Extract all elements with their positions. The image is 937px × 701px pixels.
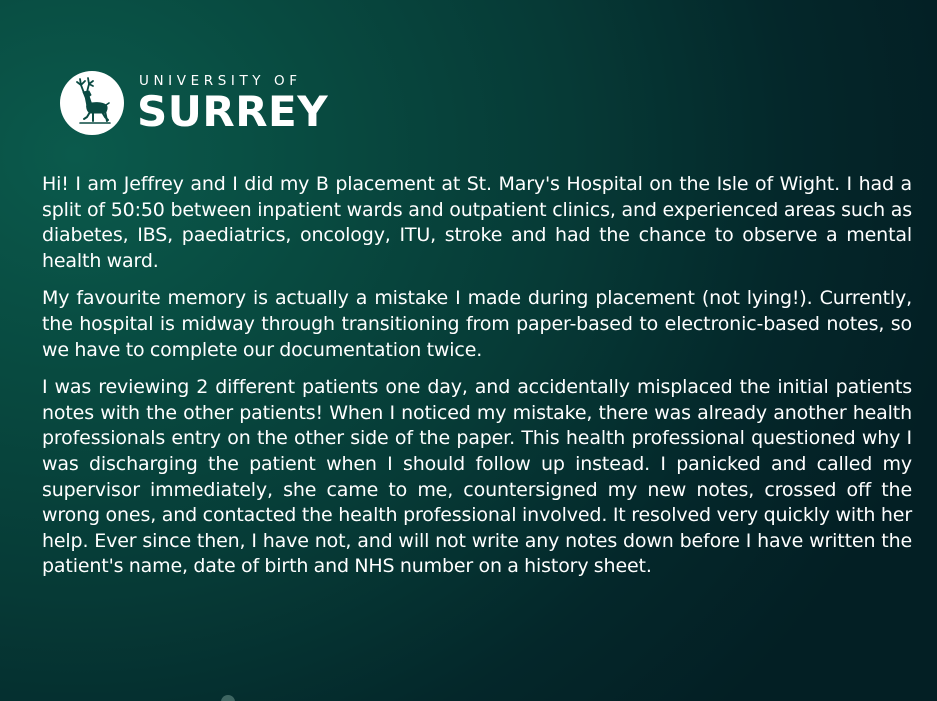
paragraph-mistake: I was reviewing 2 different patients one day, and accidentally misplaced the initial patients notes with the other patients! When I noticed my mistake, there was already another health professionals entry on the other side of the paper. This health professional questioned why I was discharging the patient when I should follow up instead. I panicked and called my supervisor immediately, she came to me, countersigned my new notes, crossed off the wrong ones, and contacted the health professional involved. It resolved very quickly with her help. Ever since then, I have not, and will not write any notes down before I have written the patient's name, date of birth and NHS number on a history sheet. xyxy=(42,376,912,578)
slide-indicator-dot[interactable] xyxy=(221,695,235,701)
story-text xyxy=(42,172,912,592)
paragraph-intro: Hi! I am Jeffrey and I did my B placement at St. Mary's Hospital on the Isle of Wight. I had a split of 50:50 between inpatient wards and outpatient clinics, and experienced areas such as diabetes, IBS, paediatrics, oncology, ITU, stroke and had the chance to observe a mental health ward. xyxy=(42,173,912,272)
logo-line-2: SURREY xyxy=(137,86,329,136)
university-logo xyxy=(60,70,328,136)
logo-line-1: UNIVERSITY OF xyxy=(139,72,302,89)
paragraph-memory: My favourite memory is actually a mistake I made during placement (not lying!). Currently, the hospital is midway through transitioning from paper-based to electronic-based notes, so we have to complete our documentation twice. xyxy=(42,287,912,361)
logo-wordmark xyxy=(137,73,328,134)
stag-icon xyxy=(60,71,124,135)
